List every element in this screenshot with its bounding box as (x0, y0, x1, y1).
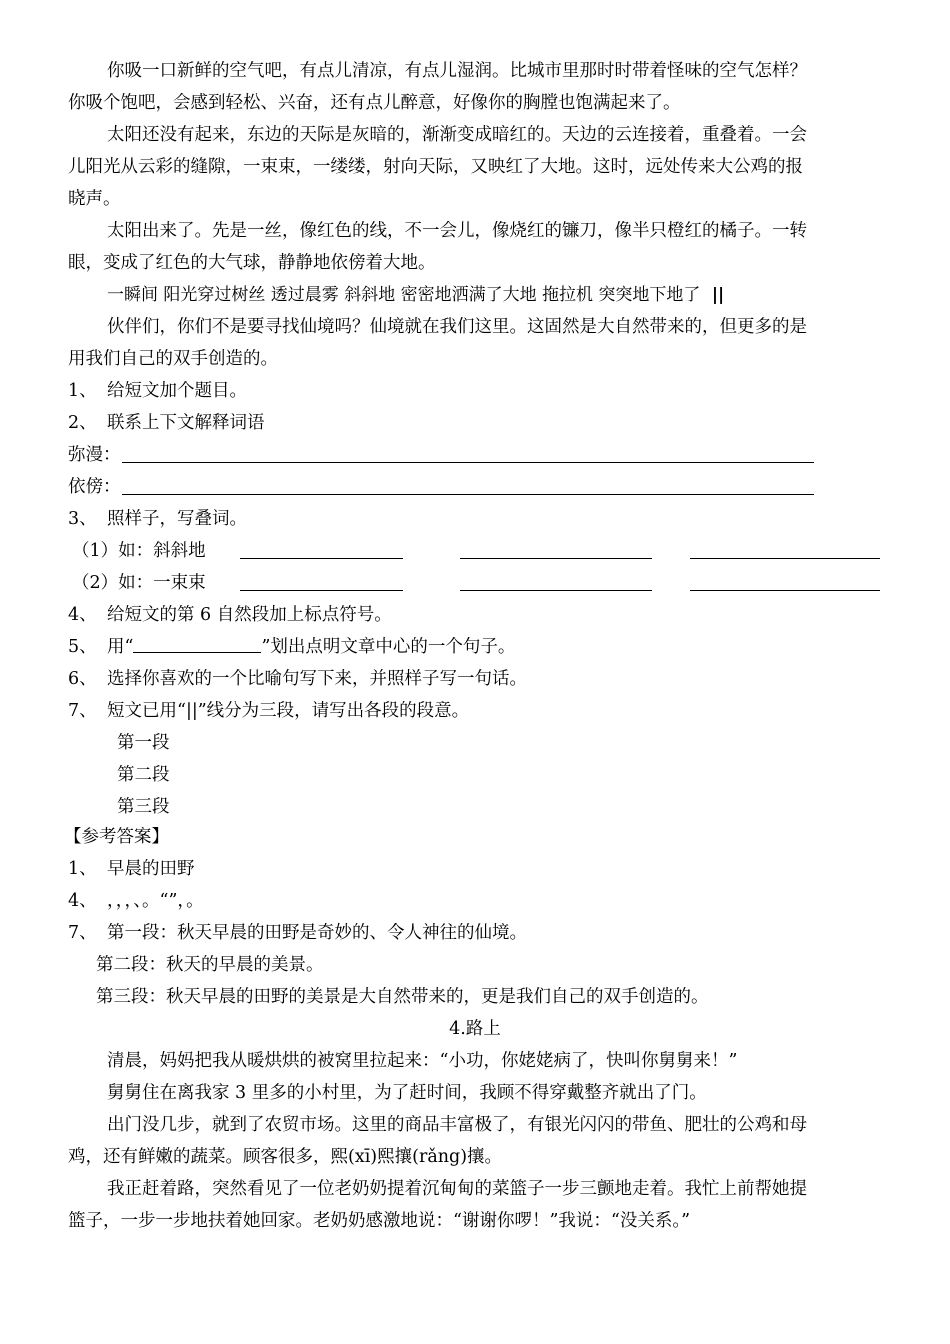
reduplication-blank-1c[interactable] (690, 558, 880, 559)
passage-2-title: 4.路上 (449, 1019, 501, 1039)
question-2-text: 联系上下文解释词语 (107, 413, 265, 433)
section-2-label: 第二段 (117, 765, 170, 785)
answer-4-text: ，，，、。“”，。 (107, 891, 204, 911)
answer-1-text: 早晨的田野 (107, 859, 195, 879)
reduplication-blank-2a[interactable] (240, 590, 403, 591)
paragraph-4-text: 一瞬间 阳光穿过树丝 透过晨雾 斜斜地 密密地洒满了大地 拖拉机 突突地下地了 (107, 285, 701, 305)
question-2-number: 2、 (68, 413, 97, 433)
reduplication-blank-2b[interactable] (460, 590, 652, 591)
answer-line-miman[interactable] (122, 462, 814, 463)
question-5-suffix: ”划出点明文章中心的一个句子。 (261, 637, 516, 657)
example-2-label: （2）如：一束束 (72, 573, 206, 593)
answer-7-number: 7、 (68, 923, 97, 943)
question-3-text: 照样子，写叠词。 (107, 509, 247, 529)
question-6-text: 选择你喜欢的一个比喻句写下来，并照样子写一句话。 (107, 669, 527, 689)
answers-header: 【参考答案】 (64, 827, 169, 847)
passage-2-paragraph-4-line-1: 我正赶着路，突然看见了一位老奶奶提着沉甸甸的菜篮子一步三颤地走着。我忙上前帮她提 (107, 1179, 807, 1199)
question-7-text: 短文已用“||”线分为三段，请写出各段的段意。 (107, 701, 470, 721)
reduplication-blank-1a[interactable] (240, 558, 403, 559)
paragraph-5-line-2: 用我们自己的双手创造的。 (68, 349, 278, 369)
paragraph-3-line-2: 眼，变成了红色的大气球，静静地依傍着大地。 (68, 253, 436, 273)
question-6-number: 6、 (68, 669, 97, 689)
question-5-prefix: 用“ (107, 637, 134, 657)
reduplication-blank-2c[interactable] (690, 590, 880, 591)
passage-2-paragraph-1: 清晨，妈妈把我从暖烘烘的被窝里拉起来：“小功，你姥姥病了，快叫你舅舅来！” (107, 1051, 738, 1071)
question-5-number: 5、 (68, 637, 97, 657)
reduplication-blank-1b[interactable] (460, 558, 652, 559)
passage-2-paragraph-2: 舅舅住在离我家 3 里多的小村里，为了赶时间，我顾不得穿戴整齐就出了门。 (107, 1083, 707, 1103)
answer-7-section-3: 第三段：秋天早晨的田野的美景是大自然带来的，更是我们自己的双手创造的。 (96, 987, 709, 1007)
question-7-number: 7、 (68, 701, 97, 721)
example-1-label: （1）如：斜斜地 (72, 541, 206, 561)
paragraph-3-line-1: 太阳出来了。先是一丝，像红色的线，不一会儿，像烧红的镰刀，像半只橙红的橘子。一转 (107, 221, 807, 241)
question-1-text: 给短文加个题目。 (107, 381, 247, 401)
passage-2-paragraph-3-line-1: 出门没几步，就到了农贸市场。这里的商品丰富极了，有银光闪闪的带鱼、肥壮的公鸡和母 (107, 1115, 807, 1135)
section-divider-mark: || (711, 285, 725, 305)
section-3-label: 第三段 (117, 797, 170, 817)
word-label-miman: 弥漫： (68, 445, 121, 465)
passage-2-paragraph-3-line-2: 鸡，还有鲜嫩的蔬菜。顾客很多，熙(xī)熙攘(rǎng)攘。 (68, 1147, 503, 1167)
question-4-number: 4、 (68, 605, 97, 625)
question-5-text (107, 636, 515, 658)
paragraph-1-line-2: 你吸个饱吧，会感到轻松、兴奋，还有点儿醉意，好像你的胸膛也饱满起来了。 (68, 93, 681, 113)
paragraph-2-line-2: 儿阳光从云彩的缝隙，一束束，一缕缕，射向天际，又映红了大地。这时，远处传来大公鸡的报 (68, 157, 803, 177)
paragraph-1-line-1: 你吸一口新鲜的空气吧，有点儿清凉，有点儿湿润。比城市里那时时带着怪味的空气怎样？ (107, 61, 807, 81)
passage-2-paragraph-4-line-2: 篮子，一步一步地扶着她回家。老奶奶感激地说：“谢谢你啰！”我说：“没关系。” (68, 1211, 691, 1231)
question-3-number: 3、 (68, 509, 97, 529)
answer-line-yibang[interactable] (122, 494, 814, 495)
answer-7-section-2: 第二段：秋天的早晨的美景。 (96, 955, 324, 975)
question-1-number: 1、 (68, 381, 97, 401)
answer-4-number: 4、 (68, 891, 97, 911)
paragraph-2-line-1: 太阳还没有起来，东边的天际是灰暗的，渐渐变成暗红的。天边的云连接着，重叠着。一会 (107, 125, 807, 145)
paragraph-5-line-1: 伙伴们，你们不是要寻找仙境吗？仙境就在我们这里。这固然是大自然带来的，但更多的是 (107, 317, 807, 337)
word-label-yibang: 依傍： (68, 477, 121, 497)
answer-7-section-1: 第一段：秋天早晨的田野是奇妙的、令人神往的仙境。 (107, 923, 527, 943)
paragraph-4 (107, 284, 724, 306)
section-1-label: 第一段 (117, 733, 170, 753)
underline-sample (133, 636, 261, 653)
paragraph-2-line-3: 晓声。 (68, 189, 121, 209)
question-4-text: 给短文的第 6 自然段加上标点符号。 (107, 605, 392, 625)
answer-1-number: 1、 (68, 859, 97, 879)
